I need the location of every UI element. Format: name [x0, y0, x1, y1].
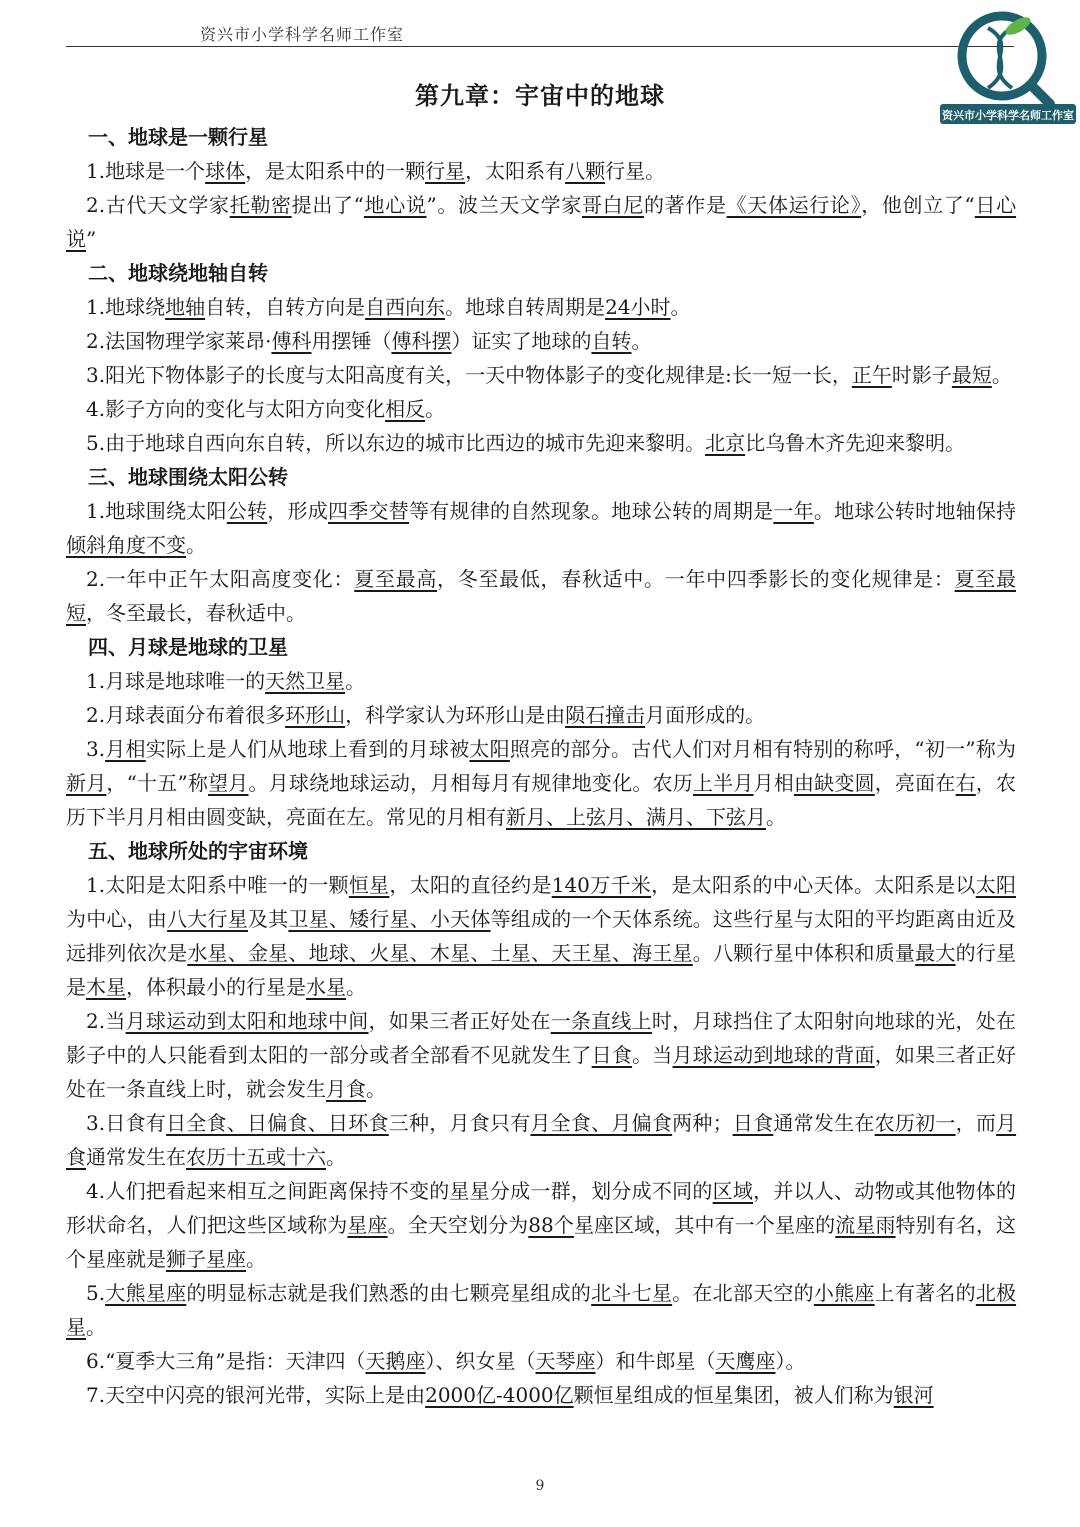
answer-term: 上半月 [692, 771, 754, 795]
text-run: ，冬至最长，春秋适中。 [86, 601, 306, 625]
text-run: ）。 [775, 1349, 806, 1373]
text-run: ，是太阳系中的一颗 [245, 159, 426, 183]
logo-caption: 资兴市小学科学名师工作室 [942, 109, 1074, 122]
section-heading: 五、地球所处的宇宙环境 [88, 839, 308, 863]
text-run: ，如果三者正好处在 [368, 1009, 551, 1033]
answer-term: 24小时 [605, 295, 671, 319]
answer-term: 月球运动到地球的背面 [672, 1043, 875, 1067]
answer-term: 区域 [712, 1179, 754, 1203]
text-run: 的行星是 [66, 941, 1017, 999]
answer-term: 狮子星座 [166, 1247, 246, 1271]
header-title: 资兴市小学科学名师工作室 [200, 25, 405, 44]
answer-term: 新月、上弦月、满月、下弦月 [506, 805, 766, 829]
answer-term: 相反 [385, 397, 426, 421]
answer-term: 哥白尼 [582, 193, 644, 217]
text-run: 实际上是人们从地球上看到的月球被 [145, 737, 470, 761]
text-run: ，而 [955, 1111, 997, 1135]
section-paragraph [66, 1378, 1016, 1412]
text-run: ，“十五”称 [106, 771, 209, 795]
answer-term: 地心说 [363, 193, 427, 217]
answer-term: 由缺变圆 [793, 771, 875, 795]
text-run: 。八颗行星中体积和质量 [692, 941, 916, 965]
answer-term: 农历初一 [874, 1111, 956, 1135]
answer-term: 木星 [86, 975, 126, 999]
text-run: 1.太阳是太阳系中唯一的一颗 [86, 873, 349, 897]
answer-term: 四季交替 [328, 499, 409, 523]
answer-term: 最短 [951, 363, 992, 387]
answer-term: 一年 [773, 499, 814, 523]
text-run: 颗恒星组成的恒星集团，被人们称为 [573, 1383, 894, 1407]
answer-term: 北极星 [66, 1281, 1017, 1339]
text-run: ）证实了地球的 [451, 329, 592, 353]
text-run: 2.一年中正午太阳高度变化： [86, 567, 355, 591]
text-run: 4.人们把看起来相互之间距离保持不变的星星分成一群，划分成不同的 [86, 1179, 713, 1203]
answer-term: 陨石撞击 [565, 703, 646, 727]
answer-term: 日食 [732, 1111, 774, 1135]
text-run: ，如果三者正好处在一条直线上时，就会发生 [66, 1043, 1017, 1101]
answer-term: 恒星 [348, 873, 390, 897]
answer-term: 八大行星 [167, 907, 248, 931]
section-heading: 三、地球围绕太阳公转 [88, 465, 288, 489]
text-run: 。 [366, 1077, 386, 1101]
answer-term: 日食 [591, 1043, 633, 1067]
text-run: 用摆锤（ [311, 329, 392, 353]
answer-term: 天鹰座 [715, 1349, 776, 1373]
answer-term: 倾斜角度不变 [66, 533, 186, 557]
text-run: 行星。 [605, 159, 666, 183]
answer-term: 右 [955, 771, 976, 795]
answer-term: 托勒密 [229, 193, 292, 217]
section-paragraph [66, 1106, 1016, 1174]
answer-term: 天然卫星 [265, 669, 346, 693]
text-run: ”。波兰天文学家 [426, 193, 582, 217]
text-run: 1.地球围绕太阳 [86, 499, 227, 523]
section-paragraph [66, 1174, 1016, 1276]
section-heading: 二、地球绕地轴自转 [88, 261, 268, 285]
answer-term: 日心说 [66, 193, 1017, 251]
text-run: 。在北部天空的 [672, 1281, 814, 1305]
answer-term: 2000亿-4000亿 [425, 1383, 574, 1407]
answer-term: 月食 [66, 1111, 1017, 1169]
text-run: 1.月球是地球唯一的 [86, 669, 266, 693]
header-divider [66, 46, 1014, 47]
text-run: 。全天空划分为 [387, 1213, 529, 1237]
section-paragraph [66, 392, 1016, 426]
answer-term: 一条直线上 [550, 1009, 652, 1033]
text-run: 月相 [753, 771, 794, 795]
answer-term: 行星 [425, 159, 466, 183]
section-paragraph [66, 1004, 1016, 1106]
text-run: 比乌鲁木齐先迎来黎明。 [745, 431, 966, 455]
text-run: 。 [186, 533, 206, 557]
text-run: 。 [991, 363, 1012, 387]
text-run: 。地球公转时地轴保持 [813, 499, 1017, 523]
text-run: 月面形成的。 [645, 703, 766, 727]
answer-term: 公转 [226, 499, 268, 523]
page-number: 9 [535, 1478, 545, 1494]
text-run: 4.影子方向的变化与太阳方向变化 [86, 397, 386, 421]
text-run: ，太阳的直径约是 [389, 873, 552, 897]
text-run: ，并以人、动物或其他物体的形状命名，人们把这些区域称为 [66, 1179, 1017, 1237]
text-run: 三种，月食只有 [388, 1111, 531, 1135]
answer-term: 月食 [326, 1077, 366, 1101]
text-run: 2.当 [86, 1009, 126, 1033]
answer-term: 日全食、日偏食、日环食 [166, 1111, 389, 1135]
answer-term: 新月 [66, 771, 107, 795]
text-run: 时影子 [891, 363, 952, 387]
text-run: ，他创立了“ [861, 193, 975, 217]
text-run: 。 [86, 1315, 106, 1339]
section-paragraph [66, 698, 1016, 732]
answer-term: 星座 [347, 1213, 388, 1237]
text-run: ）和牛郎星（ [595, 1349, 716, 1373]
text-run: 2.月球表面分布着很多 [86, 703, 286, 727]
text-run: ，体积最小的行星是 [126, 975, 306, 999]
section-paragraph [66, 664, 1016, 698]
text-run: 1.地球绕 [86, 295, 166, 319]
answer-term: 月相 [105, 737, 146, 761]
section-paragraph [66, 732, 1016, 834]
text-run: 通常发生在 [86, 1145, 186, 1169]
section-paragraph [66, 426, 1016, 460]
answer-term: 小熊座 [813, 1281, 875, 1305]
text-run: 自转，自转方向是 [205, 295, 366, 319]
answer-term: 银河 [893, 1383, 934, 1407]
text-run: 。当 [632, 1043, 673, 1067]
section-paragraph [66, 494, 1016, 562]
section-heading: 一、地球是一颗行星 [88, 125, 268, 149]
chapter-content [66, 120, 1016, 1412]
text-run: 。 [346, 975, 366, 999]
answer-term: 88个 [528, 1213, 574, 1237]
answer-term: 140万千米 [551, 873, 652, 897]
answer-term: 天琴座 [535, 1349, 596, 1373]
text-run: 。 [631, 329, 652, 353]
text-run: ，亮面在 [874, 771, 956, 795]
answer-term: 地轴 [165, 295, 206, 319]
section-paragraph [66, 1276, 1016, 1344]
text-run: 5. [86, 1281, 106, 1305]
text-run: 上有著名的 [874, 1281, 976, 1305]
answer-term: 夏至最短 [66, 567, 1016, 625]
text-run: 通常发生在 [773, 1111, 875, 1135]
text-run: 提出了“ [291, 193, 364, 217]
section-paragraph [66, 290, 1016, 324]
text-run: ，科学家认为环形山是由 [345, 703, 566, 727]
answer-term: 太阳 [975, 873, 1016, 897]
text-run: 5.由于地球自西向东自转，所以东边的城市比西边的城市先迎来黎明。 [86, 431, 706, 455]
section-paragraph [66, 562, 1016, 630]
answer-term: 夏至最高 [354, 567, 438, 591]
text-run: 等组成的一个天体系统。这些行星与太阳的平均距离由近及远排列依次是 [66, 907, 1017, 965]
section-paragraph [66, 358, 1016, 392]
text-run: 。 [670, 295, 691, 319]
answer-term: 太阳 [469, 737, 510, 761]
text-run: 7.天空中闪亮的银河光带，实际上是由 [86, 1383, 426, 1407]
answer-term: 月球运动到太阳和地球中间 [125, 1009, 369, 1033]
answer-term: 球体 [205, 159, 246, 183]
section-paragraph [66, 1344, 1016, 1378]
text-run: 照亮的部分。古代人们对月相有特别的称呼，“初一”称为 [509, 737, 1017, 761]
answer-term: 傅科 [271, 329, 312, 353]
text-run: ，冬至最低，春秋适中。一年中四季影长的变化规律是： [437, 567, 955, 591]
answer-term: 大熊星座 [105, 1281, 187, 1305]
text-run: 1.地球是一个 [86, 159, 206, 183]
text-run: 特别有名，这个星座就是 [66, 1213, 1017, 1271]
answer-term: 正午 [851, 363, 892, 387]
answer-term: 天鹅座 [365, 1349, 426, 1373]
text-run: 2.古代天文学家 [86, 193, 230, 217]
text-run: 星座区域，其中有一个星座的 [573, 1213, 836, 1237]
text-run: 。地球自转周期是 [445, 295, 606, 319]
answer-term: 自西向东 [365, 295, 446, 319]
text-run: 6.“夏季大三角”是指：天津四（ [86, 1349, 366, 1373]
answer-term: 卫星、矮行星、小天体 [288, 907, 491, 931]
answer-term: 八颗 [565, 159, 606, 183]
text-run: ” [86, 227, 97, 251]
text-run: 。 [326, 1145, 346, 1169]
text-run: 等有规律的自然现象。地球公转的周期是 [409, 499, 774, 523]
answer-term: 水星 [306, 975, 346, 999]
text-run: 为中心，由 [66, 907, 168, 931]
text-run: 3. [86, 737, 106, 761]
answer-term: 流星雨 [835, 1213, 896, 1237]
answer-term: 傅科摆 [391, 329, 452, 353]
text-run: 。 [425, 397, 446, 421]
text-run: ，农历下半月月相由圆变缺，亮面在左。常见的月相有 [66, 771, 1016, 829]
section-paragraph [66, 324, 1016, 358]
section-paragraph [66, 154, 1016, 188]
chapter-title: 第九章：宇宙中的地球 [415, 81, 665, 110]
answer-term: 水星、金星、地球、火星、木星、土星、天王星、海王星 [187, 941, 693, 965]
text-run: ，是太阳系的中心天体。太阳系是以 [651, 873, 976, 897]
text-run: ，形成 [267, 499, 329, 523]
text-run: 的明显标志就是我们熟悉的由七颗亮星组成的 [186, 1281, 592, 1305]
text-run: ，太阳系有 [465, 159, 566, 183]
text-run: 。月球绕地球运动，月相每月有规律地变化。农历 [248, 771, 693, 795]
answer-term: 最大 [915, 941, 956, 965]
answer-term: 月全食、月偏食 [530, 1111, 673, 1135]
text-run: ）、织女星（ [425, 1349, 536, 1373]
answer-term: 北斗七星 [591, 1281, 673, 1305]
text-run: 的著作是 [643, 193, 727, 217]
text-run: 3.日食有 [86, 1111, 167, 1135]
text-run: 3.阳光下物体影子的长度与太阳高度有关，一天中物体影子的变化规律是:长一短一长， [86, 363, 852, 387]
answer-term: 自转 [591, 329, 632, 353]
answer-term: 农历十五或十六 [186, 1145, 326, 1169]
text-run: 。 [246, 1247, 266, 1271]
text-run: 及其 [247, 907, 289, 931]
text-run: 两种； [672, 1111, 733, 1135]
text-run: 2.法国物理学家莱昂· [86, 329, 272, 353]
answer-term: 望月 [208, 771, 249, 795]
section-paragraph [66, 868, 1016, 1004]
text-run: 。 [345, 669, 366, 693]
section-heading: 四、月球是地球的卫星 [88, 635, 288, 659]
answer-term: 《天体运行论》 [726, 193, 862, 217]
answer-term: 环形山 [285, 703, 346, 727]
text-run: 时，月球挡住了太阳射向地球的光，处在影子中的人只能看到太阳的一部分或者全部看不见就发生了 [66, 1009, 1017, 1067]
answer-term: 北京 [705, 431, 746, 455]
text-run: 。 [766, 805, 786, 829]
section-paragraph [66, 188, 1016, 256]
